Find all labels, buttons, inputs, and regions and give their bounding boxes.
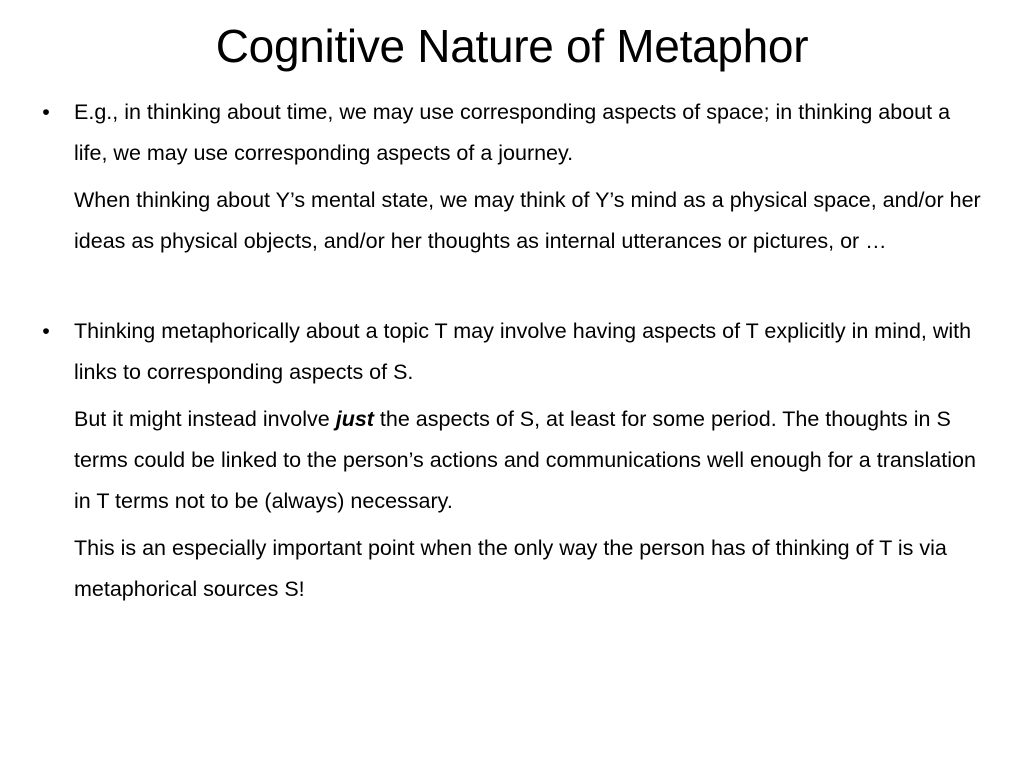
bullet-2-paragraph-1: Thinking metaphorically about a topic T may involve having aspects of T explicitly in mind, with links to corresponding aspects of S. [74,319,972,384]
bullet-item-1 [36,92,986,262]
bullet-2-paragraph-3: This is an especially important point when the only way the person has of thinking of T is via metaphorical sources S! [74,536,947,601]
bullet-icon: • [42,100,50,124]
bullet-icon: • [42,319,50,343]
paragraph-text-after: the aspects of S, at least for some period. The thoughts in S terms could be linked to the person’s actions and communications well enough for a translation in T terms not to be (always) necessary. [74,407,976,513]
slide-body [36,92,986,610]
bullet-item-2 [36,311,986,610]
bullet-2-paragraph-2 [74,399,986,522]
emphasis-just: just [335,407,374,431]
slide-title: Cognitive Nature of Metaphor [215,20,809,72]
bullet-spacer [36,262,986,311]
bullet-1-paragraph-2: When thinking about Y’s mental state, we may think of Y’s mind as a physical space, and/or her ideas as physical objects, and/or her thoughts as internal utterances or pictures, or … [74,188,981,253]
paragraph-text-before: But it might instead involve [74,407,336,431]
bullet-1-paragraph-1: E.g., in thinking about time, we may use corresponding aspects of space; in thinking about a life, we may use corresponding aspects of a journey. [74,100,951,165]
